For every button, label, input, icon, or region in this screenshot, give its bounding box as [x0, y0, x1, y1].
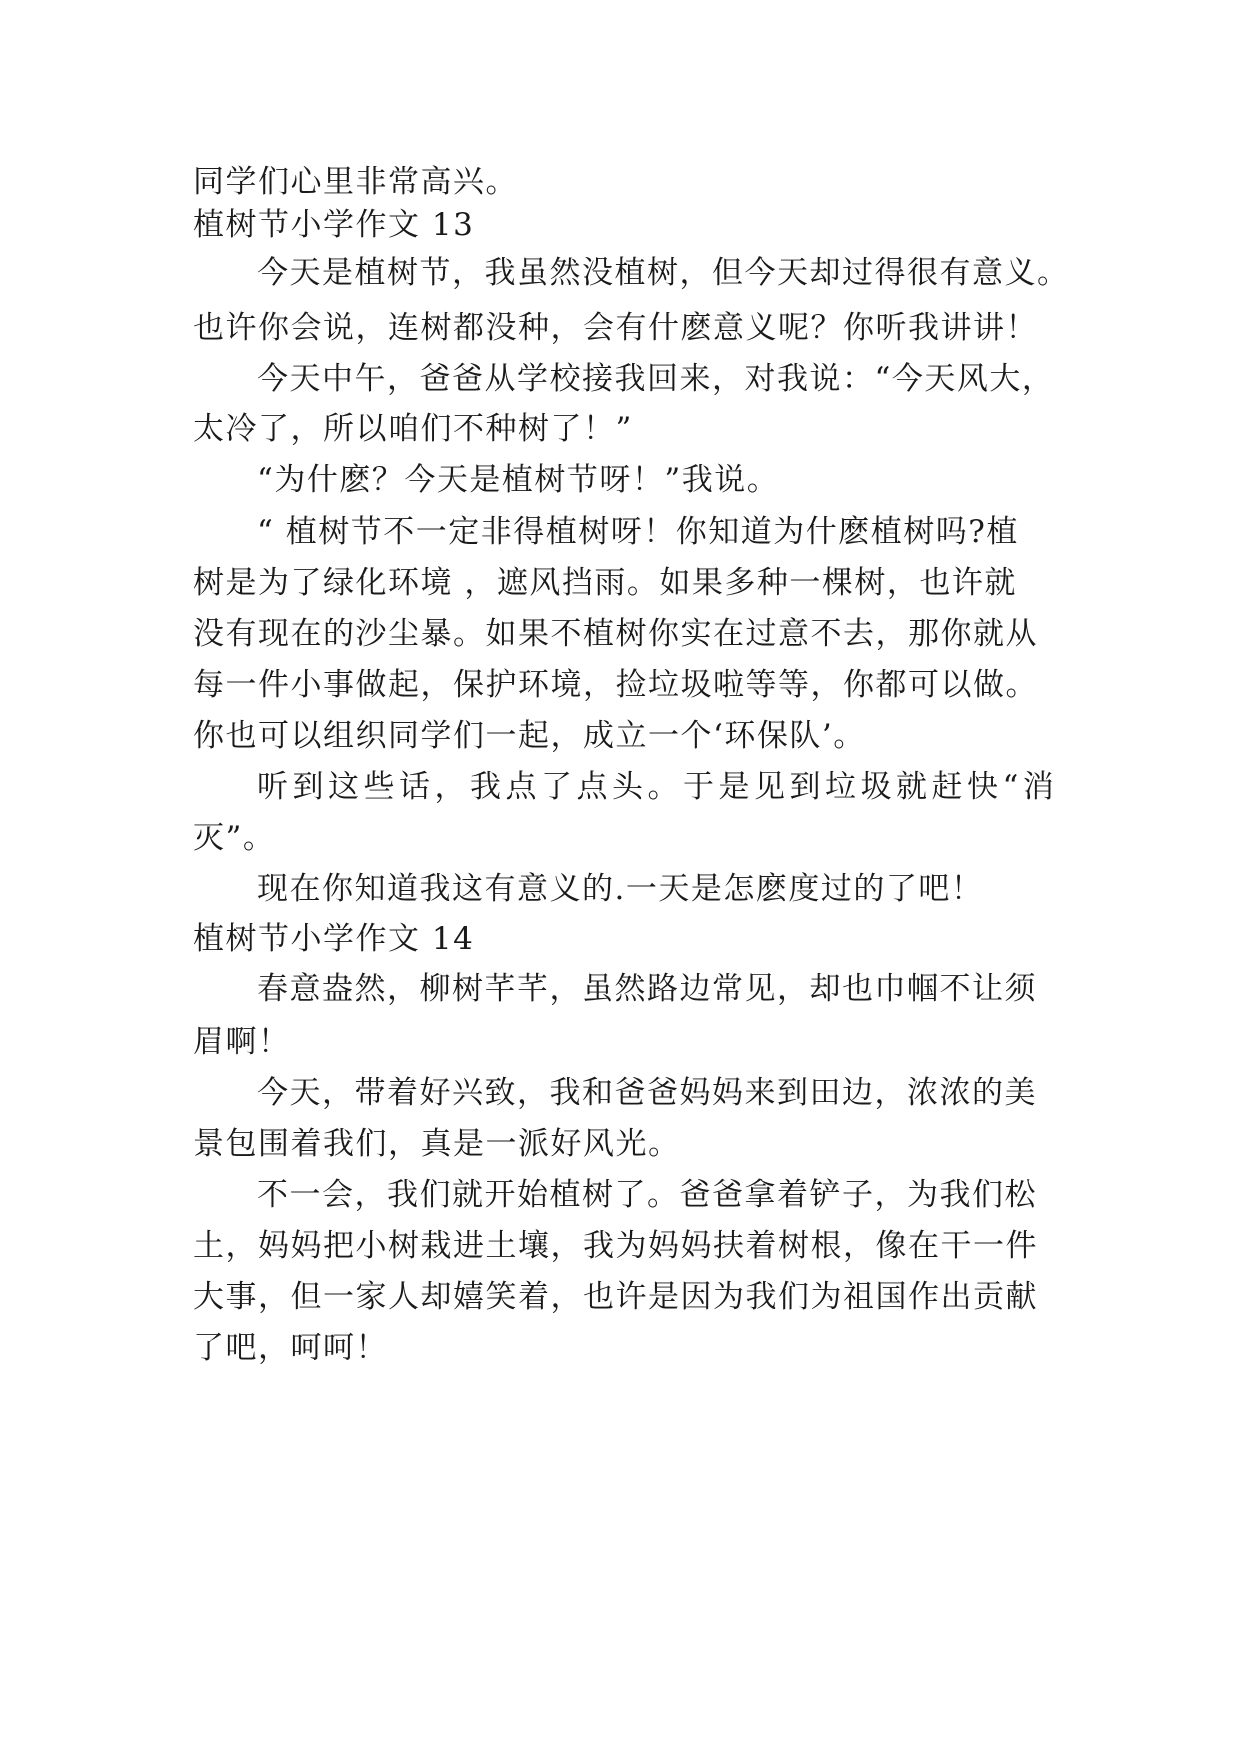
- text-line: “ 植树节不一定非得植树呀！你知道为什麽植树吗?植: [257, 514, 1019, 550]
- text-line: 现在你知道我这有意义的.一天是怎麽度过的了吧！: [257, 871, 984, 907]
- text-line: 大事，但一家人却嬉笑着，也许是因为我们为祖国作出贡献: [193, 1279, 1038, 1315]
- text-line: 你也可以组织同学们一起，成立一个‘环保队’。: [193, 718, 866, 754]
- text-line: 今天中午，爸爸从学校接我回来，对我说：“今天风大，: [257, 361, 1055, 397]
- text-line: 树是为了绿化环境 ，遮风挡雨。如果多种一棵树，也许就: [193, 565, 1017, 601]
- text-line: 景包围着我们，真是一派好风光。: [193, 1126, 681, 1162]
- text-line: 今天，带着好兴致，我和爸爸妈妈来到田边，浓浓的美: [257, 1075, 1037, 1111]
- essay-heading: 植树节小学作文 13: [193, 207, 475, 243]
- text-line: 灭”。: [193, 820, 276, 856]
- text-line: 每一件小事做起，保护环境，捡垃圾啦等等，你都可以做。: [193, 667, 1038, 703]
- text-line: 不一会，我们就开始植树了。爸爸拿着铲子，为我们松: [257, 1177, 1037, 1213]
- text-line: 今天是植树节，我虽然没植树，但今天却过得很有意义。: [257, 255, 1070, 291]
- text-line: 同学们心里非常高兴。: [193, 164, 518, 200]
- text-line: 太冷了，所以咱们不种树了！”: [193, 411, 633, 447]
- text-line: 土，妈妈把小树栽进土壤，我为妈妈扶着树根，像在干一件: [193, 1228, 1038, 1264]
- essay-heading: 植树节小学作文 14: [193, 921, 475, 957]
- text-line: 了吧，呵呵！: [193, 1330, 388, 1366]
- text-line: “为什麽？今天是植树节呀！”我说。: [257, 462, 780, 498]
- text-line: 没有现在的沙尘暴。如果不植树你实在过意不去，那你就从: [193, 616, 1038, 652]
- text-line: 眉啊！: [193, 1024, 291, 1060]
- text-line: 听到这些话，我点了点头。于是见到垃圾就赶快“消: [257, 769, 1059, 805]
- text-line: 春意盎然，柳树芊芊，虽然路边常见，却也巾帼不让须: [257, 971, 1037, 1007]
- text-line: 也许你会说，连树都没种，会有什麽意义呢？你听我讲讲！: [193, 310, 1038, 346]
